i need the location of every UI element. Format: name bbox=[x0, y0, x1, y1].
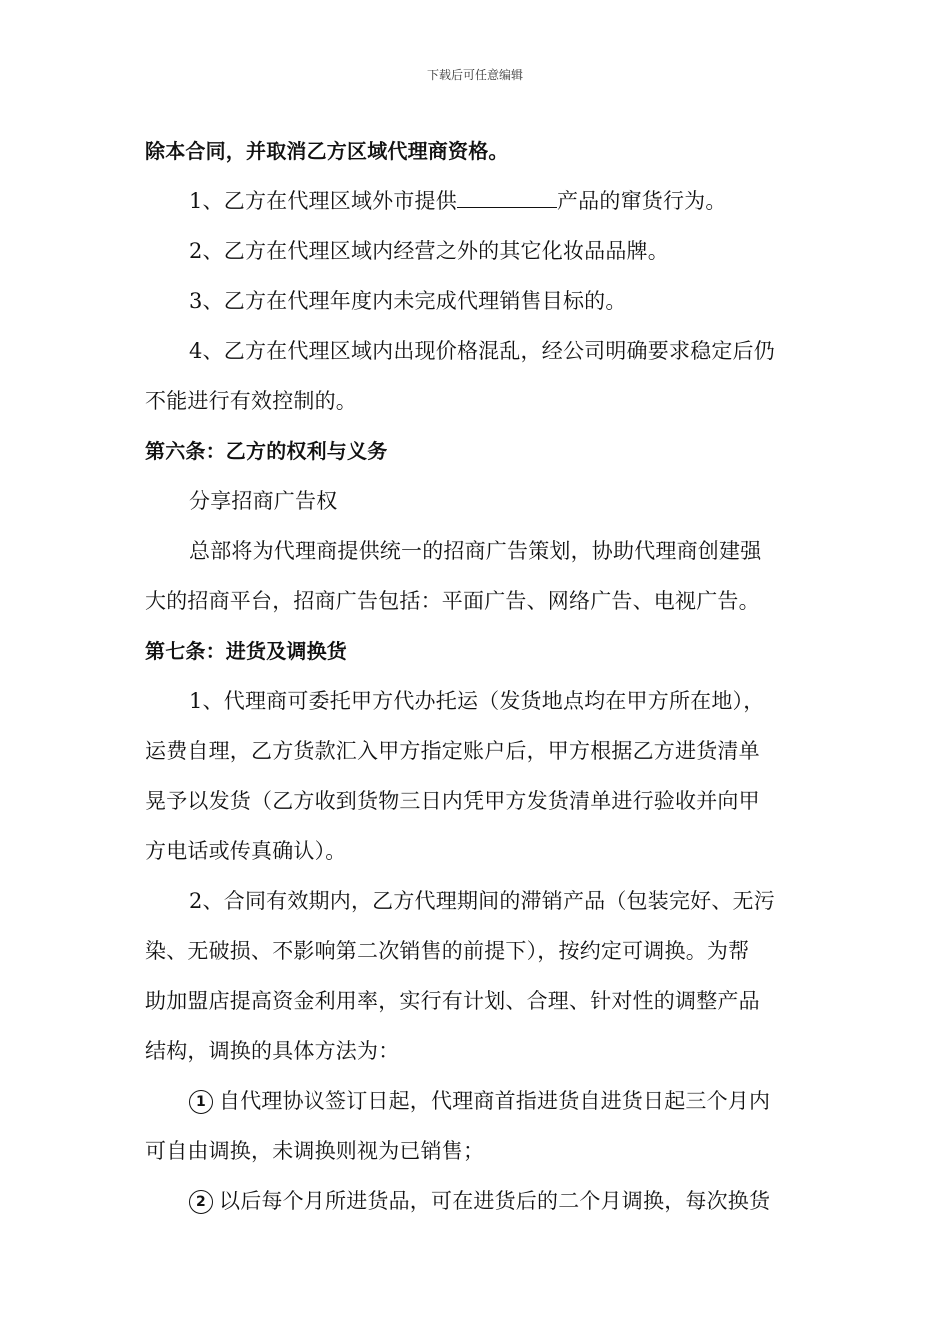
list-item-3: 3、乙方在代理年度内未完成代理销售目标的。 bbox=[189, 289, 627, 313]
numbered-subitem-1 bbox=[189, 1086, 770, 1116]
paragraph-line: 大的招商平台，招商广告包括：平面广告、网络广告、电视广告。 bbox=[145, 589, 760, 613]
paragraph-line: 运费自理，乙方货款汇入甲方指定账户后，甲方根据乙方进货清单 bbox=[145, 739, 760, 763]
subitem-text: 以后每个月所进货品，可在进货后的二个月调换，每次换货 bbox=[219, 1189, 771, 1213]
paragraph-line: 助加盟店提高资金利用率，实行有计划、合理、针对性的调整产品 bbox=[145, 989, 760, 1013]
subitem-text: 自代理协议签订日起，代理商首指进货自进货日起三个月内 bbox=[219, 1089, 771, 1113]
paragraph-line: 2、合同有效期内，乙方代理期间的滞销产品（包装完好、无污 bbox=[189, 889, 775, 913]
list-item-4-continued: 不能进行有效控制的。 bbox=[145, 389, 357, 413]
paragraph-line: 总部将为代理商提供统一的招商广告策划，协助代理商创建强 bbox=[189, 539, 762, 563]
article-7-heading: 第七条：进货及调换货 bbox=[145, 639, 347, 663]
paragraph-line: 除本合同，并取消乙方区域代理商资格。 bbox=[145, 139, 509, 163]
circled-number-2: 2 bbox=[189, 1190, 213, 1214]
list-item-text: 1、乙方在代理区域外市提供 bbox=[189, 189, 457, 213]
blank-field bbox=[457, 187, 557, 208]
article-6-heading: 第六条：乙方的权利与义务 bbox=[145, 439, 388, 463]
subheading: 分享招商广告权 bbox=[189, 489, 338, 513]
paragraph-line: 染、无破损、不影响第二次销售的前提下），按约定可调换。为帮 bbox=[145, 939, 750, 963]
list-item-2: 2、乙方在代理区域内经营之外的其它化妆品品牌。 bbox=[189, 239, 669, 263]
list-item-4: 4、乙方在代理区域内出现价格混乱，经公司明确要求稳定后仍 bbox=[189, 339, 775, 363]
paragraph-line: 可自由调换，未调换则视为已销售； bbox=[145, 1139, 485, 1163]
paragraph-line: 1、代理商可委托甲方代办托运（发货地点均在甲方所在地）， bbox=[189, 689, 765, 713]
paragraph-line: 结构，调换的具体方法为： bbox=[145, 1039, 400, 1063]
list-item-text: 产品的窜货行为。 bbox=[556, 189, 727, 213]
header-note: 下载后可任意编辑 bbox=[426, 68, 523, 82]
list-item-1 bbox=[189, 186, 727, 216]
numbered-subitem-2 bbox=[189, 1186, 770, 1216]
circled-number-1: 1 bbox=[189, 1090, 213, 1114]
paragraph-line: 方电话或传真确认）。 bbox=[145, 839, 347, 863]
paragraph-line: 晃予以发货（乙方收到货物三日内凭甲方发货清单进行验收并向甲 bbox=[145, 789, 760, 813]
